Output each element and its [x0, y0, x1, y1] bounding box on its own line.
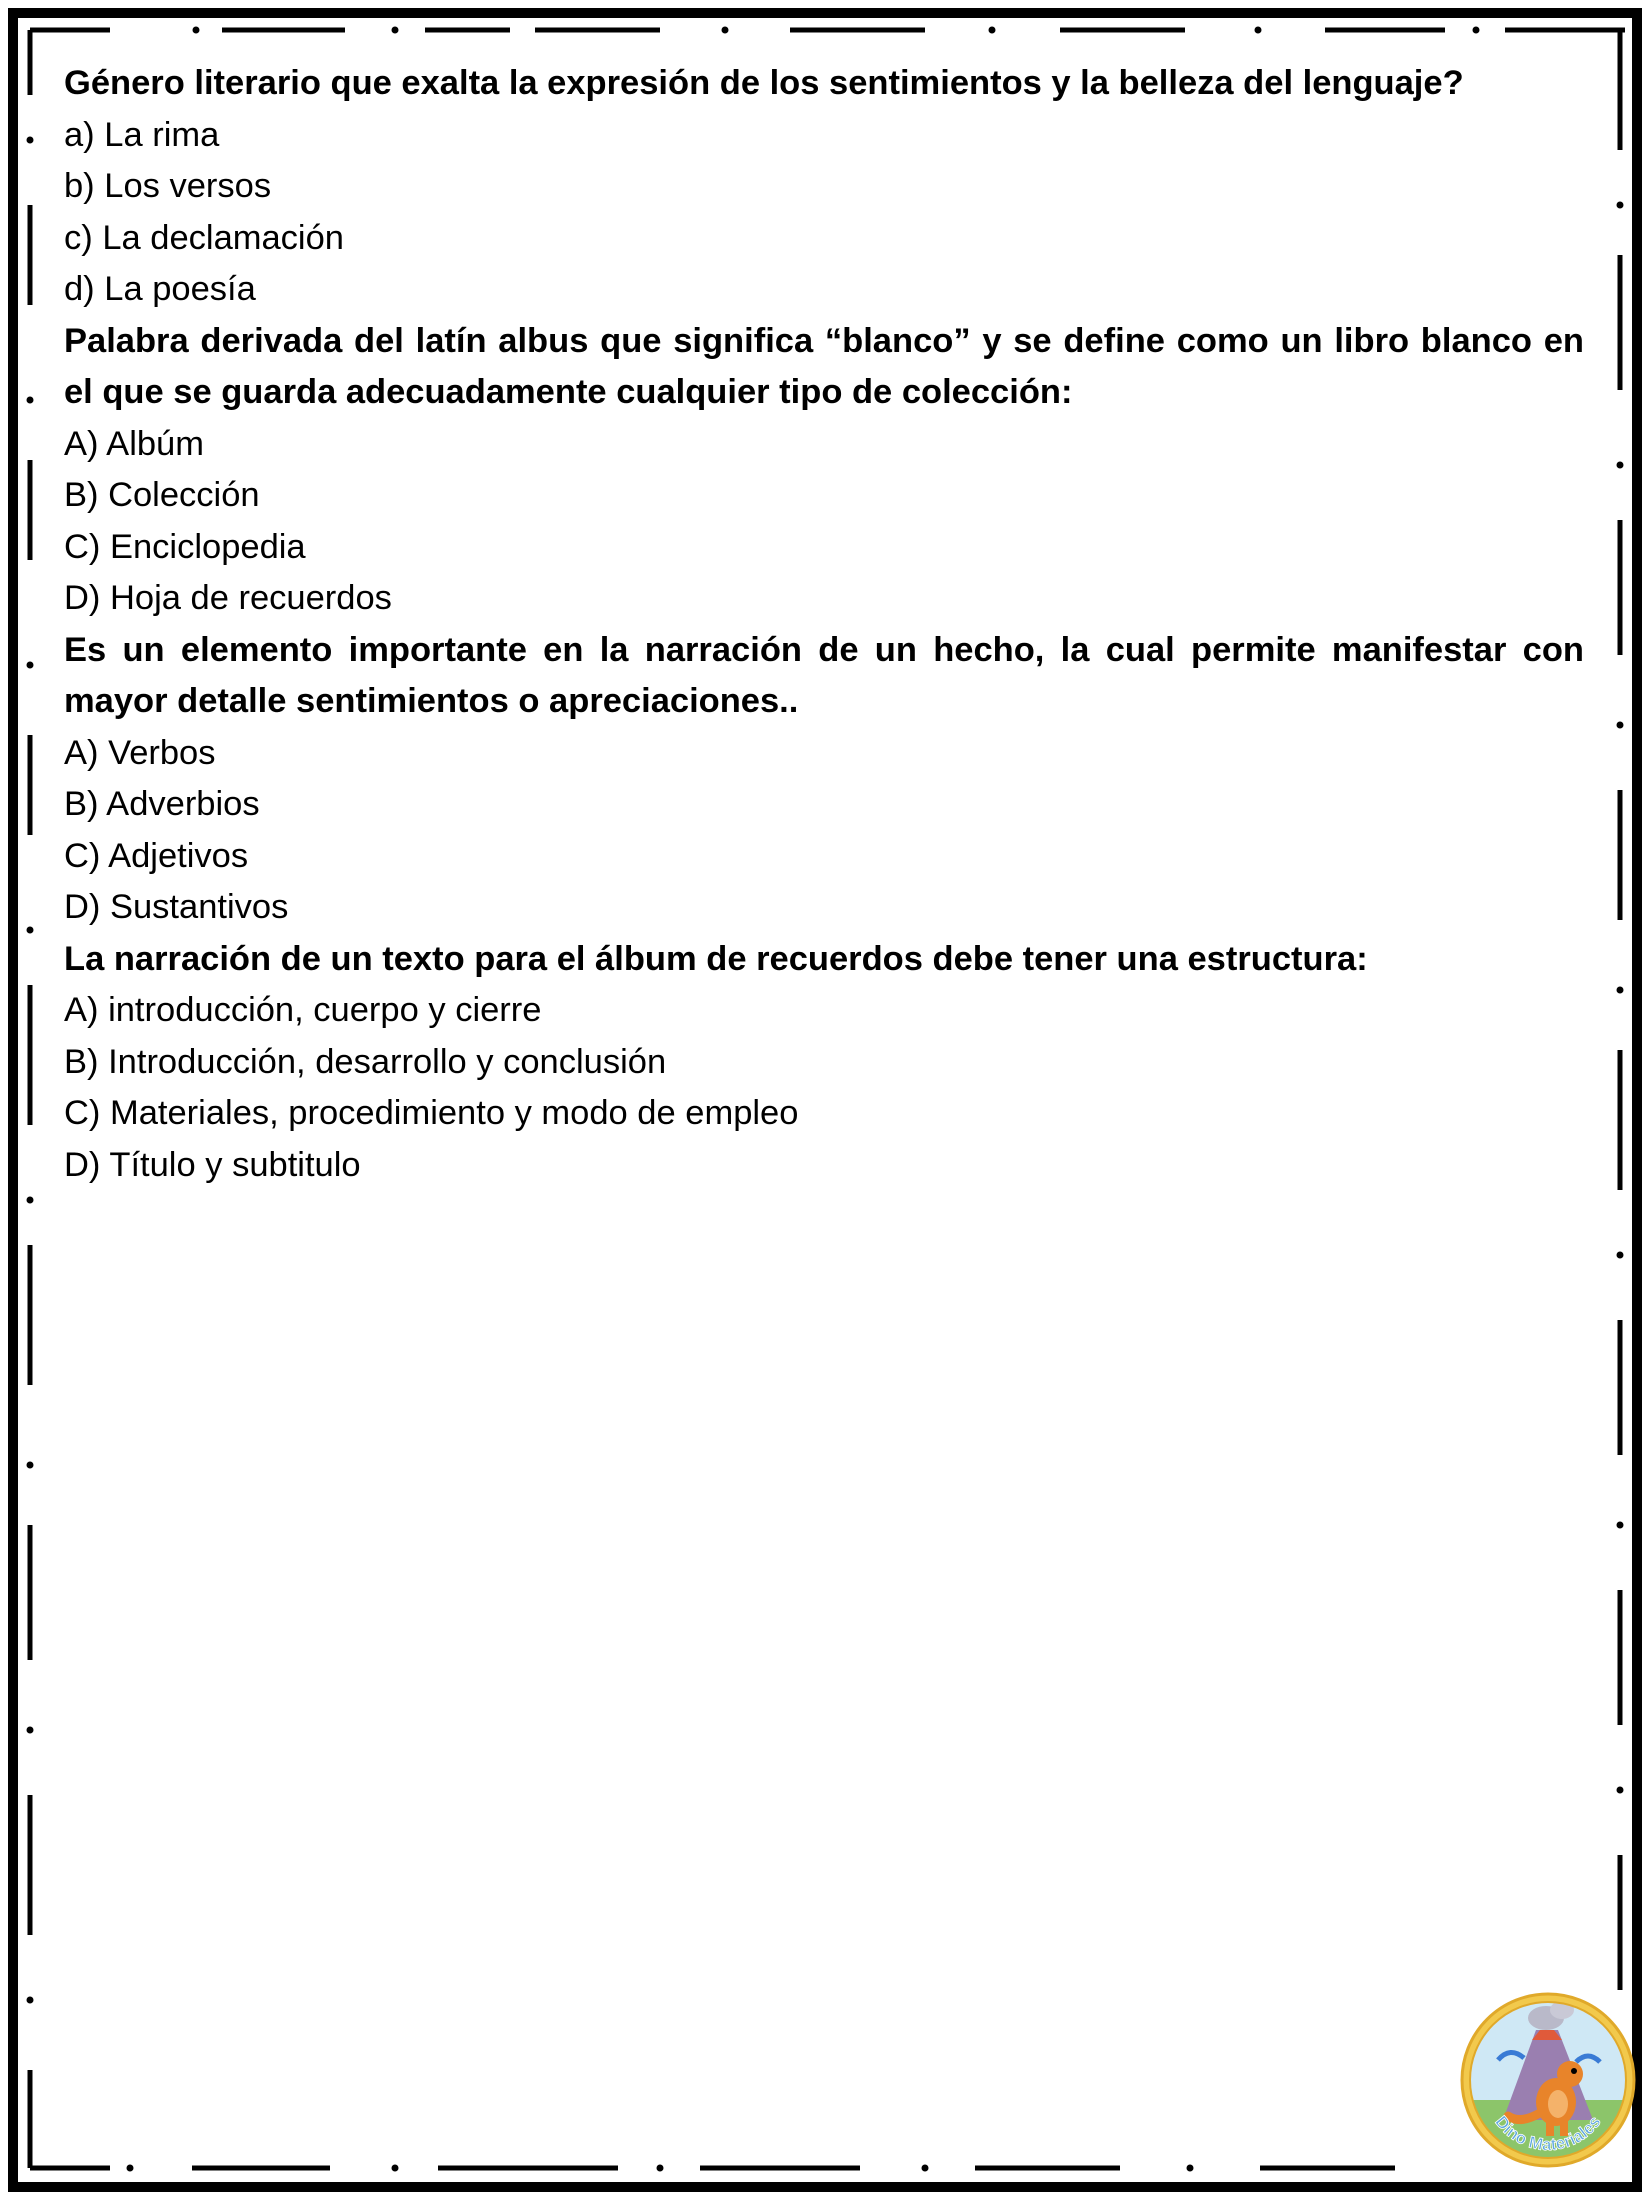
option-b[interactable]: B) Adverbios — [64, 785, 260, 823]
option-b[interactable]: b) Los versos — [64, 167, 272, 205]
question-text: Palabra derivada del latín albus que significa “blanco” y se define como un libro blanco en el que se guarda adecuadamente cualquier tipo de colección: — [64, 321, 1584, 411]
option-a[interactable]: A) introducción, cuerpo y cierre — [64, 991, 542, 1029]
option-c[interactable]: C) Materiales, procedimiento y modo de empleo — [64, 1094, 799, 1132]
question-block-4 — [64, 934, 1584, 1192]
option-c[interactable]: C) Enciclopedia — [64, 527, 306, 566]
question-block-2 — [64, 316, 1584, 625]
option-b[interactable]: B) Colección — [64, 476, 260, 514]
option-a[interactable]: A) Albúm — [64, 424, 204, 463]
option-d[interactable]: D) Hoja de recuerdos — [64, 579, 392, 617]
question-block-3 — [64, 625, 1584, 934]
option-c[interactable]: c) La declamación — [64, 218, 344, 257]
question-block-1 — [64, 58, 1584, 316]
option-a[interactable]: A) Verbos — [64, 733, 216, 772]
question-text: Género literario que exalta la expresión de los sentimientos y la belleza del lenguaje? — [64, 64, 1464, 102]
option-a[interactable]: a) La rima — [64, 115, 220, 154]
option-d[interactable]: D) Sustantivos — [64, 888, 289, 926]
option-d[interactable]: D) Título y subtitulo — [64, 1145, 361, 1184]
option-c[interactable]: C) Adjetivos — [64, 836, 249, 875]
question-text: Es un elemento importante en la narración de un hecho, la cual permite manifestar con mayor detalle sentimientos o apreciaciones.. — [64, 630, 1584, 720]
option-b[interactable]: B) Introducción, desarrollo y conclusión — [64, 1042, 667, 1081]
question-text: La narración de un texto para el álbum de recuerdos debe tener una estructura: — [64, 939, 1368, 978]
dinosaur-volcano-logo-icon — [1458, 1990, 1638, 2170]
quiz-content — [64, 58, 1584, 1191]
option-d[interactable]: d) La poesía — [64, 270, 256, 308]
logo-text: Dino Materiales — [1491, 2112, 1605, 2155]
